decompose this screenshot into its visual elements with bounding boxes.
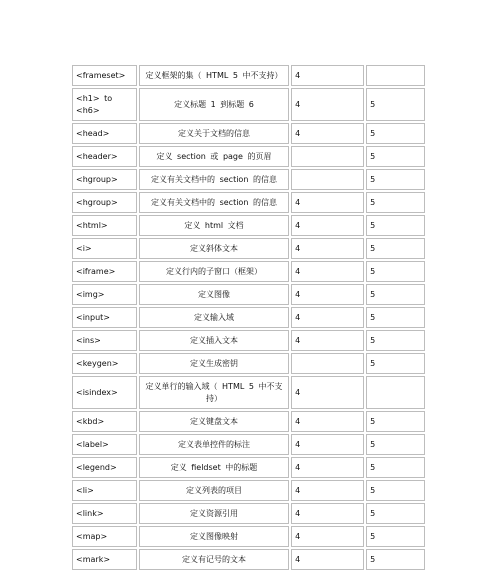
description-cell: 定义图像	[139, 284, 289, 305]
table-row	[72, 549, 425, 570]
tag-cell: <iframe>	[72, 261, 137, 282]
tag-cell: <i>	[72, 238, 137, 259]
tag-cell: <header>	[72, 146, 137, 167]
description-cell: 定义表单控件的标注	[139, 434, 289, 455]
tag-cell: <kbd>	[72, 411, 137, 432]
description-cell: 定义框架的集（ HTML 5 中不支持）	[139, 65, 289, 86]
html4-support-cell: 4	[291, 123, 364, 144]
tag-cell: <frameset>	[72, 65, 137, 86]
tag-cell: <legend>	[72, 457, 137, 478]
description-cell: 定义 html 文档	[139, 215, 289, 236]
html4-support-cell: 4	[291, 215, 364, 236]
html5-support-cell: 5	[366, 123, 425, 144]
description-cell: 定义插入文本	[139, 330, 289, 351]
table-row	[72, 88, 425, 121]
table-row	[72, 284, 425, 305]
html5-support-cell: 5	[366, 192, 425, 213]
tag-cell: <mark>	[72, 549, 137, 570]
tag-cell: <html>	[72, 215, 137, 236]
description-cell: 定义标题 1 到标题 6	[139, 88, 289, 121]
tag-cell: <label>	[72, 434, 137, 455]
html5-support-cell: 5	[366, 261, 425, 282]
tag-cell: <img>	[72, 284, 137, 305]
html5-support-cell: 5	[366, 526, 425, 547]
html4-support-cell: 4	[291, 549, 364, 570]
table-row	[72, 503, 425, 524]
description-cell: 定义 fieldset 中的标题	[139, 457, 289, 478]
table-row	[72, 65, 425, 86]
table-row	[72, 480, 425, 501]
html5-support-cell: 5	[366, 434, 425, 455]
description-cell: 定义图像映射	[139, 526, 289, 547]
tag-cell: <map>	[72, 526, 137, 547]
html-tag-table	[70, 63, 427, 572]
table-row	[72, 411, 425, 432]
table-row	[72, 192, 425, 213]
table-row	[72, 261, 425, 282]
description-cell: 定义资源引用	[139, 503, 289, 524]
table-row	[72, 215, 425, 236]
tag-cell: <isindex>	[72, 376, 137, 409]
table-row	[72, 146, 425, 167]
description-cell: 定义有记号的文本	[139, 549, 289, 570]
html5-support-cell: 5	[366, 284, 425, 305]
html5-support-cell: 5	[366, 549, 425, 570]
html5-support-cell: 5	[366, 411, 425, 432]
table-row	[72, 238, 425, 259]
html4-support-cell	[291, 146, 364, 167]
tag-cell: <ins>	[72, 330, 137, 351]
description-cell: 定义输入域	[139, 307, 289, 328]
table-row	[72, 330, 425, 351]
html4-support-cell: 4	[291, 261, 364, 282]
tag-cell: <link>	[72, 503, 137, 524]
html4-support-cell: 4	[291, 480, 364, 501]
description-cell: 定义列表的项目	[139, 480, 289, 501]
html4-support-cell	[291, 169, 364, 190]
html4-support-cell: 4	[291, 457, 364, 478]
table-row	[72, 376, 425, 409]
tag-cell: <li>	[72, 480, 137, 501]
description-cell: 定义生成密钥	[139, 353, 289, 374]
html5-support-cell: 5	[366, 88, 425, 121]
tag-cell: <input>	[72, 307, 137, 328]
html5-support-cell: 5	[366, 457, 425, 478]
table-row	[72, 169, 425, 190]
table-row	[72, 526, 425, 547]
html4-support-cell: 4	[291, 434, 364, 455]
html4-support-cell: 4	[291, 238, 364, 259]
html4-support-cell: 4	[291, 526, 364, 547]
table-row	[72, 457, 425, 478]
table-row	[72, 434, 425, 455]
html5-support-cell: 5	[366, 215, 425, 236]
description-cell: 定义行内的子窗口（框架）	[139, 261, 289, 282]
tag-cell: <keygen>	[72, 353, 137, 374]
tag-cell: <h1> to <h6>	[72, 88, 137, 121]
html4-support-cell: 4	[291, 65, 364, 86]
html5-support-cell	[366, 65, 425, 86]
description-cell: 定义 section 或 page 的页眉	[139, 146, 289, 167]
description-cell: 定义关于文档的信息	[139, 123, 289, 144]
html5-support-cell: 5	[366, 480, 425, 501]
html4-support-cell: 4	[291, 376, 364, 409]
description-cell: 定义有关文档中的 section 的信息	[139, 169, 289, 190]
table-row	[72, 307, 425, 328]
html4-support-cell	[291, 353, 364, 374]
table-row	[72, 123, 425, 144]
html5-support-cell: 5	[366, 307, 425, 328]
html4-support-cell: 4	[291, 330, 364, 351]
table-body	[72, 65, 425, 570]
html4-support-cell: 4	[291, 284, 364, 305]
html5-support-cell: 5	[366, 353, 425, 374]
html4-support-cell: 4	[291, 307, 364, 328]
tag-cell: <head>	[72, 123, 137, 144]
html4-support-cell: 4	[291, 503, 364, 524]
table-row	[72, 353, 425, 374]
html5-support-cell: 5	[366, 238, 425, 259]
html4-support-cell: 4	[291, 88, 364, 121]
html4-support-cell: 4	[291, 192, 364, 213]
description-cell: 定义有关文档中的 section 的信息	[139, 192, 289, 213]
description-cell: 定义键盘文本	[139, 411, 289, 432]
html5-support-cell: 5	[366, 503, 425, 524]
description-cell: 定义单行的输入域（ HTML 5 中不支持）	[139, 376, 289, 409]
html5-support-cell	[366, 376, 425, 409]
tag-cell: <hgroup>	[72, 192, 137, 213]
html5-support-cell: 5	[366, 146, 425, 167]
description-cell: 定义斜体文本	[139, 238, 289, 259]
html4-support-cell: 4	[291, 411, 364, 432]
html5-support-cell: 5	[366, 169, 425, 190]
tag-cell: <hgroup>	[72, 169, 137, 190]
html5-support-cell: 5	[366, 330, 425, 351]
